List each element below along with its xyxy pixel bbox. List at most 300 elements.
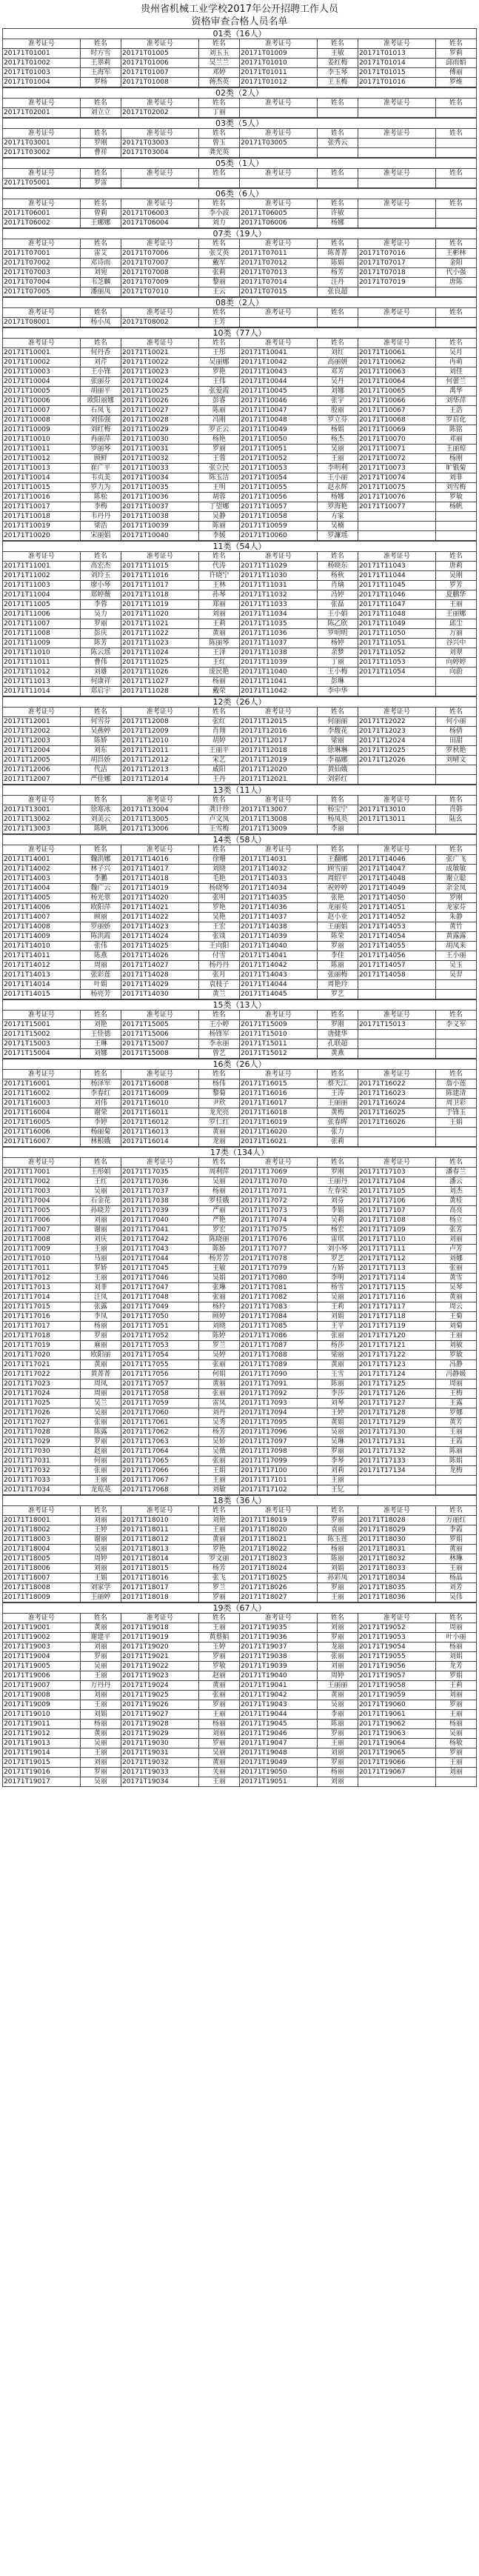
name-cell: 王林 — [198, 581, 239, 590]
name-cell: 冯静 — [435, 1360, 476, 1370]
exam-number-cell — [358, 522, 435, 531]
exam-number-cell: 20171T17082 — [239, 1293, 317, 1302]
name-cell: 王丽 — [198, 1777, 239, 1787]
header-name: 姓名 — [80, 129, 121, 139]
exam-number-cell: 20171T16026 — [358, 1118, 435, 1128]
name-cell: 罗丽 — [317, 1516, 358, 1525]
exam-number-cell: 20171T14019 — [121, 884, 198, 893]
name-cell: 刘晓 — [198, 865, 239, 874]
section-block — [2, 118, 477, 158]
exam-number-cell: 20171T18002 — [3, 1525, 81, 1535]
name-cell: 罗文丽 — [198, 1554, 239, 1564]
exam-number-cell: 20171T14040 — [239, 942, 317, 951]
section-title: 14类（58人） — [2, 834, 477, 845]
header-name: 姓名 — [198, 1070, 239, 1079]
name-cell: 谢立聪 — [435, 874, 476, 884]
name-cell: 胡蓉 — [198, 493, 239, 502]
table-row — [3, 278, 477, 287]
header-name: 姓名 — [435, 1158, 476, 1168]
page — [2, 0, 477, 1787]
exam-number-cell: 20171T10024 — [121, 377, 198, 387]
header-name: 姓名 — [317, 845, 358, 855]
exam-number-cell: 20171T14007 — [3, 913, 81, 922]
name-cell: 何丹香 — [80, 348, 121, 358]
exam-number-cell: 20171T11007 — [3, 619, 81, 629]
exam-number-cell: 20171T19018 — [121, 1623, 198, 1633]
name-cell: 王雪梅 — [198, 825, 239, 834]
exam-number-cell: 20171T03003 — [121, 139, 198, 148]
exam-number-cell: 20171T17008 — [3, 1235, 81, 1245]
name-cell: 罗丽 — [435, 1748, 476, 1758]
name-cell: 陈云瑶 — [80, 648, 121, 658]
name-cell: 杨玲 — [198, 1302, 239, 1312]
name-cell: 谢建平 — [80, 1633, 121, 1643]
exam-number-cell: 20171T19009 — [3, 1700, 81, 1710]
header-exam-number: 准考证号 — [358, 169, 435, 179]
name-cell: 欧阳萍 — [80, 903, 121, 913]
exam-number-cell: 20171T11009 — [3, 639, 81, 648]
name-cell: 刘丽 — [80, 1216, 121, 1225]
header-name: 姓名 — [317, 169, 358, 179]
exam-number-cell: 20171T10040 — [121, 531, 198, 541]
header-exam-number: 准考证号 — [358, 1158, 435, 1168]
name-cell: 张伟 — [80, 942, 121, 951]
table-row — [3, 358, 477, 367]
name-cell: 叶小丽 — [435, 1633, 476, 1643]
header-name: 姓名 — [198, 845, 239, 855]
name-cell: 张彩莲 — [80, 971, 121, 980]
exam-number-cell: 20171T16020 — [239, 1128, 317, 1137]
name-cell: 丁望娜 — [198, 502, 239, 512]
name-cell: 王丽 — [317, 1476, 358, 1485]
exam-number-cell: 20171T17100 — [239, 1466, 317, 1476]
name-cell: 王小梅 — [317, 668, 358, 677]
exam-number-cell: 20171T14002 — [3, 865, 81, 874]
exam-number-cell: 20171T01008 — [121, 78, 198, 87]
exam-number-cell: 20171T11001 — [3, 562, 81, 571]
header-name: 姓名 — [80, 708, 121, 717]
exam-number-cell: 20171T10071 — [358, 445, 435, 454]
name-cell: 严佳娜 — [80, 775, 121, 785]
table-row — [3, 1525, 477, 1535]
name-cell: 周丽 — [80, 961, 121, 971]
name-cell: 王丹 — [198, 775, 239, 785]
exam-number-cell: 20171T14004 — [3, 884, 81, 893]
header-exam-number: 准考证号 — [239, 1506, 317, 1516]
exam-number-cell: 20171T14006 — [3, 903, 81, 913]
table-row — [3, 1389, 477, 1399]
exam-number-cell: 20171T07003 — [3, 268, 81, 278]
exam-number-cell: 20171T06002 — [3, 219, 81, 228]
header-name: 姓名 — [198, 1506, 239, 1516]
header-exam-number: 准考证号 — [239, 796, 317, 805]
exam-number-cell: 20171T19035 — [239, 1623, 317, 1633]
name-cell: 王芳 — [198, 318, 239, 327]
exam-number-cell: 20171T13010 — [358, 805, 435, 815]
name-cell: 罗丽 — [198, 1700, 239, 1710]
exam-number-cell: 20171T18029 — [358, 1525, 435, 1535]
exam-number-cell: 20171T13009 — [239, 825, 317, 834]
name-cell: 刘娟 — [80, 1710, 121, 1720]
exam-number-cell: 20171T19043 — [239, 1700, 317, 1710]
section-block — [2, 541, 477, 696]
name-cell: 刘艳 — [198, 1516, 239, 1525]
header-exam-number: 准考证号 — [239, 1070, 317, 1079]
exam-number-cell: 20171T02001 — [3, 108, 81, 118]
name-cell: 张丽 — [198, 1457, 239, 1466]
header-name: 姓名 — [198, 169, 239, 179]
name-cell: 李婷 — [80, 1118, 121, 1128]
name-cell: 黄丽 — [198, 1758, 239, 1768]
exam-number-cell: 20171T10069 — [358, 425, 435, 435]
exam-number-cell: 20171T14049 — [358, 884, 435, 893]
table-row — [3, 1739, 477, 1748]
exam-number-cell: 20171T18030 — [358, 1535, 435, 1545]
exam-number-cell: 20171T10002 — [3, 358, 81, 367]
exam-number-cell: 20171T01005 — [121, 49, 198, 59]
name-cell: 刘庆 — [80, 1235, 121, 1245]
exam-number-cell: 20171T14058 — [358, 971, 435, 980]
exam-number-cell: 20171T14012 — [3, 961, 81, 971]
exam-number-cell: 20171T12009 — [121, 727, 198, 736]
exam-number-cell: 20171T10074 — [358, 473, 435, 483]
name-cell: 王露 — [435, 1399, 476, 1408]
name-cell: 杨刚 — [435, 454, 476, 464]
exam-number-cell: 20171T11033 — [239, 600, 317, 610]
name-cell: 刘小琴 — [317, 1245, 358, 1254]
name-cell: 罗濂瑶 — [317, 531, 358, 541]
name-cell: 杨锋军 — [198, 1030, 239, 1039]
name-cell: 邓丽 — [435, 435, 476, 445]
exam-number-cell: 20171T17076 — [239, 1235, 317, 1245]
name-cell: 林琳 — [435, 1554, 476, 1564]
exam-number-cell: 20171T17040 — [121, 1216, 198, 1225]
header-name: 姓名 — [80, 1158, 121, 1168]
name-cell: 陈丽 — [317, 1720, 358, 1729]
exam-number-cell: 20171T10053 — [239, 464, 317, 473]
exam-number-cell — [358, 825, 435, 834]
name-cell: 吴丽娜 — [198, 358, 239, 367]
exam-number-cell: 20171T19024 — [121, 1681, 198, 1691]
exam-number-cell: 20171T18036 — [358, 1593, 435, 1602]
name-cell: 冉丽萍 — [80, 435, 121, 445]
header-row — [3, 169, 477, 179]
name-cell: 彭睿 — [198, 396, 239, 406]
name-cell: 刘伟强 — [80, 416, 121, 425]
header-name: 姓名 — [435, 239, 476, 249]
table-row — [3, 522, 477, 531]
name-cell: 刘红梅 — [80, 425, 121, 435]
name-cell: 蒋杰英 — [198, 78, 239, 87]
exam-number-cell: 20171T11039 — [239, 658, 317, 668]
name-cell: 李丽 — [317, 825, 358, 834]
exam-number-cell: 20171T17092 — [239, 1389, 317, 1399]
name-cell: 王云 — [198, 287, 239, 297]
header-exam-number: 准考证号 — [358, 39, 435, 49]
exam-number-cell: 20171T10004 — [3, 377, 81, 387]
name-cell: 周艳玲 — [317, 980, 358, 990]
exam-number-cell: 20171T17037 — [121, 1187, 198, 1197]
name-cell: 杨娟 — [317, 425, 358, 435]
name-cell: 罗芳 — [435, 581, 476, 590]
exam-number-cell: 20171T15007 — [121, 1039, 198, 1049]
exam-number-cell: 20171T11006 — [3, 610, 81, 619]
name-cell: 韦丹丹 — [80, 512, 121, 522]
exam-number-cell: 20171T01004 — [3, 78, 81, 87]
exam-number-cell: 20171T01012 — [239, 78, 317, 87]
name-cell: 张丽 — [198, 1360, 239, 1370]
name-cell: 王明 — [198, 483, 239, 493]
name-cell: 龙丽英 — [317, 903, 358, 913]
exam-number-cell: 20171T17097 — [239, 1437, 317, 1447]
name-cell: 杨小凤 — [80, 318, 121, 327]
header-exam-number: 准考证号 — [3, 99, 81, 108]
table-row — [3, 148, 477, 158]
section-title: 17类（134人） — [2, 1147, 477, 1157]
exam-number-cell: 20171T18012 — [121, 1535, 198, 1545]
name-cell: 王平 — [317, 1322, 358, 1331]
exam-number-cell: 20171T11008 — [3, 629, 81, 639]
section-title: 05类（1人） — [2, 158, 477, 168]
name-cell: 谢荣 — [80, 1108, 121, 1118]
table-row — [3, 1341, 477, 1351]
name-cell: 罗丽 — [198, 1739, 239, 1748]
name-cell: 罗丽 — [317, 1633, 358, 1643]
name-cell: 姜红梅 — [317, 59, 358, 68]
exam-number-cell: 20171T16025 — [358, 1108, 435, 1118]
header-name: 姓名 — [317, 708, 358, 717]
name-cell: 祝婷婷 — [317, 884, 358, 893]
table-row — [3, 1720, 477, 1729]
exam-number-cell: 20171T11041 — [239, 677, 317, 687]
section-block — [2, 1602, 477, 1787]
header-exam-number: 准考证号 — [121, 1506, 198, 1516]
name-cell: 欧阳丽娜 — [80, 396, 121, 406]
exam-number-cell: 20171T14042 — [239, 961, 317, 971]
name-cell: 罗娇 — [80, 1264, 121, 1274]
exam-number-cell: 20171T11036 — [239, 629, 317, 639]
exam-number-cell: 20171T10041 — [239, 348, 317, 358]
exam-number-cell: 20171T17080 — [239, 1274, 317, 1283]
exam-number-cell: 20171T17114 — [358, 1274, 435, 1283]
exam-number-cell: 20171T16014 — [121, 1137, 198, 1147]
exam-number-cell: 20171T18011 — [121, 1525, 198, 1535]
header-name: 姓名 — [198, 99, 239, 108]
exam-number-cell: 20171T16005 — [3, 1118, 81, 1128]
header-name: 姓名 — [198, 796, 239, 805]
table-row — [3, 49, 477, 59]
section-title: 19类（67人） — [2, 1602, 477, 1613]
exam-number-cell: 20171T12013 — [121, 765, 198, 775]
name-cell: 刘翠 — [435, 648, 476, 658]
exam-number-cell: 20171T11019 — [121, 600, 198, 610]
name-cell: 谢丽 — [80, 1225, 121, 1235]
exam-number-cell — [358, 1485, 435, 1495]
name-cell: 杨艳 — [198, 435, 239, 445]
name-cell: 刘菊 — [435, 1322, 476, 1331]
name-cell: 徐琳琳 — [317, 746, 358, 756]
name-cell: 陈菁菁 — [317, 249, 358, 259]
exam-number-cell: 20171T19001 — [3, 1623, 81, 1633]
table-row — [3, 932, 477, 942]
name-cell: 李春红 — [80, 1089, 121, 1099]
header-name: 姓名 — [80, 239, 121, 249]
name-cell: 刘杰 — [435, 1187, 476, 1197]
name-cell: 刘家学 — [80, 1583, 121, 1593]
table-row — [3, 648, 477, 658]
header-name: 姓名 — [317, 1070, 358, 1079]
exam-number-cell: 20171T17121 — [358, 1341, 435, 1351]
name-cell: 杨杰 — [317, 435, 358, 445]
exam-number-cell: 20171T14051 — [358, 903, 435, 913]
exam-number-cell: 20171T17072 — [239, 1197, 317, 1206]
name-cell: 陈芳 — [80, 639, 121, 648]
exam-number-cell: 20171T19038 — [239, 1652, 317, 1662]
section-table — [2, 707, 477, 785]
name-cell: 罗丽 — [198, 1652, 239, 1662]
exam-number-cell: 20171T19007 — [3, 1681, 81, 1691]
table-row — [3, 727, 477, 736]
exam-number-cell: 20171T17116 — [358, 1293, 435, 1302]
table-row — [3, 1020, 477, 1030]
name-cell: 邱雨娟 — [435, 59, 476, 68]
table-row — [3, 377, 477, 387]
table-row — [3, 687, 477, 696]
header-row — [3, 708, 477, 717]
exam-number-cell: 20171T19005 — [3, 1662, 81, 1671]
exam-number-cell: 20171T18010 — [121, 1516, 198, 1525]
name-cell: 王丽 — [317, 1593, 358, 1602]
exam-number-cell: 20171T19032 — [121, 1758, 198, 1768]
table-row — [3, 668, 477, 677]
name-cell: 王红 — [80, 1177, 121, 1187]
name-cell: 罗丽娇 — [80, 922, 121, 932]
exam-number-cell: 20171T18020 — [239, 1525, 317, 1535]
name-cell: 罗雷 — [80, 179, 121, 188]
exam-number-cell: 20171T17038 — [121, 1197, 198, 1206]
exam-number-cell: 20171T07008 — [121, 268, 198, 278]
name-cell: 王翻娜 — [317, 855, 358, 865]
name-cell: 刘力 — [198, 219, 239, 228]
name-cell: 王婷 — [317, 1408, 358, 1418]
name-cell: 杨丽 — [198, 677, 239, 687]
header-name: 姓名 — [198, 199, 239, 209]
table-row — [3, 600, 477, 610]
exam-number-cell: 20171T17079 — [239, 1264, 317, 1274]
table-row — [3, 1399, 477, 1408]
name-cell: 顾婷 — [198, 1312, 239, 1322]
exam-number-cell: 20171T17064 — [121, 1447, 198, 1457]
exam-number-cell: 20171T11040 — [239, 668, 317, 677]
header-exam-number: 准考证号 — [121, 845, 198, 855]
table-row — [3, 562, 477, 571]
name-cell: 张磊 — [317, 600, 358, 610]
header-name: 姓名 — [317, 99, 358, 108]
header-exam-number: 准考证号 — [3, 796, 81, 805]
header-name: 姓名 — [198, 1158, 239, 1168]
exam-number-cell: 20171T19003 — [3, 1643, 81, 1652]
name-cell: 王莉 — [198, 619, 239, 629]
table-row — [3, 68, 477, 78]
name-cell: 王敏 — [198, 1264, 239, 1274]
name-cell: 尹欣 — [198, 1099, 239, 1108]
name-cell: 罗娜 — [435, 1408, 476, 1418]
name-cell: 刘宛 — [80, 268, 121, 278]
name-cell: 黄丽 — [198, 1681, 239, 1691]
name-cell: 陈玉莲 — [317, 1535, 358, 1545]
exam-number-cell: 20171T17023 — [3, 1379, 81, 1389]
name-cell: 汪丹 — [317, 278, 358, 287]
name-cell: 何小丽 — [435, 717, 476, 727]
name-cell: 吴娇 — [198, 1437, 239, 1447]
exam-number-cell: 20171T10005 — [3, 387, 81, 396]
header-name: 姓名 — [80, 1011, 121, 1020]
exam-number-cell: 20171T14033 — [239, 874, 317, 884]
table-row — [3, 1447, 477, 1457]
name-cell: 刘娜 — [317, 387, 358, 396]
name-cell: 陈玉洁 — [198, 473, 239, 483]
exam-number-cell: 20171T17027 — [3, 1418, 81, 1428]
name-cell: 冯静媛 — [435, 1370, 476, 1379]
exam-number-cell: 20171T16004 — [3, 1108, 81, 1118]
name-cell: 吴琴 — [435, 1283, 476, 1293]
name-cell: 王丽 — [80, 1274, 121, 1283]
name-cell: 罗丽 — [198, 445, 239, 454]
exam-number-cell — [358, 512, 435, 522]
name-cell: 吴丽 — [80, 1545, 121, 1554]
name-cell: 黄芳 — [435, 1418, 476, 1428]
section-table — [2, 1069, 477, 1147]
exam-number-cell: 20171T10018 — [3, 512, 81, 522]
table-row — [3, 1554, 477, 1564]
table-row — [3, 1691, 477, 1700]
table-row — [3, 775, 477, 785]
table-row — [3, 1408, 477, 1418]
name-cell: 刘芳 — [435, 1583, 476, 1593]
name-cell: 周凤 — [80, 1379, 121, 1389]
name-cell: 李义军 — [435, 1020, 476, 1030]
header-name: 姓名 — [435, 39, 476, 49]
exam-number-cell: 20171T16015 — [239, 1079, 317, 1089]
header-name: 姓名 — [317, 796, 358, 805]
exam-number-cell: 20171T19020 — [121, 1643, 198, 1652]
exam-number-cell: 20171T11032 — [239, 590, 317, 600]
name-cell: 黄丽 — [198, 629, 239, 639]
name-cell: 金阳 — [435, 259, 476, 268]
name-cell: 杨伟 — [198, 1079, 239, 1089]
name-cell: 黄桂 — [435, 1197, 476, 1206]
exam-number-cell: 20171T17084 — [239, 1312, 317, 1322]
exam-number-cell: 20171T19061 — [358, 1710, 435, 1720]
exam-number-cell: 20171T17007 — [3, 1225, 81, 1235]
header-exam-number: 准考证号 — [3, 552, 81, 562]
table-row — [3, 1264, 477, 1274]
name-cell: 袁枝子 — [198, 980, 239, 990]
exam-number-cell: 20171T19012 — [3, 1729, 81, 1739]
table-row — [3, 922, 477, 932]
table-row — [3, 493, 477, 502]
table-row — [3, 1079, 477, 1089]
name-cell — [435, 1476, 476, 1485]
name-cell: 刘丽 — [435, 1768, 476, 1777]
exam-number-cell: 20171T14026 — [121, 951, 198, 961]
section-table — [2, 338, 477, 541]
name-cell: 刘菲 — [435, 473, 476, 483]
exam-number-cell: 20171T14044 — [239, 980, 317, 990]
name-cell: 曾艺 — [198, 1049, 239, 1059]
name-cell: 黄丽 — [198, 1535, 239, 1545]
name-cell: 吴丽 — [317, 445, 358, 454]
